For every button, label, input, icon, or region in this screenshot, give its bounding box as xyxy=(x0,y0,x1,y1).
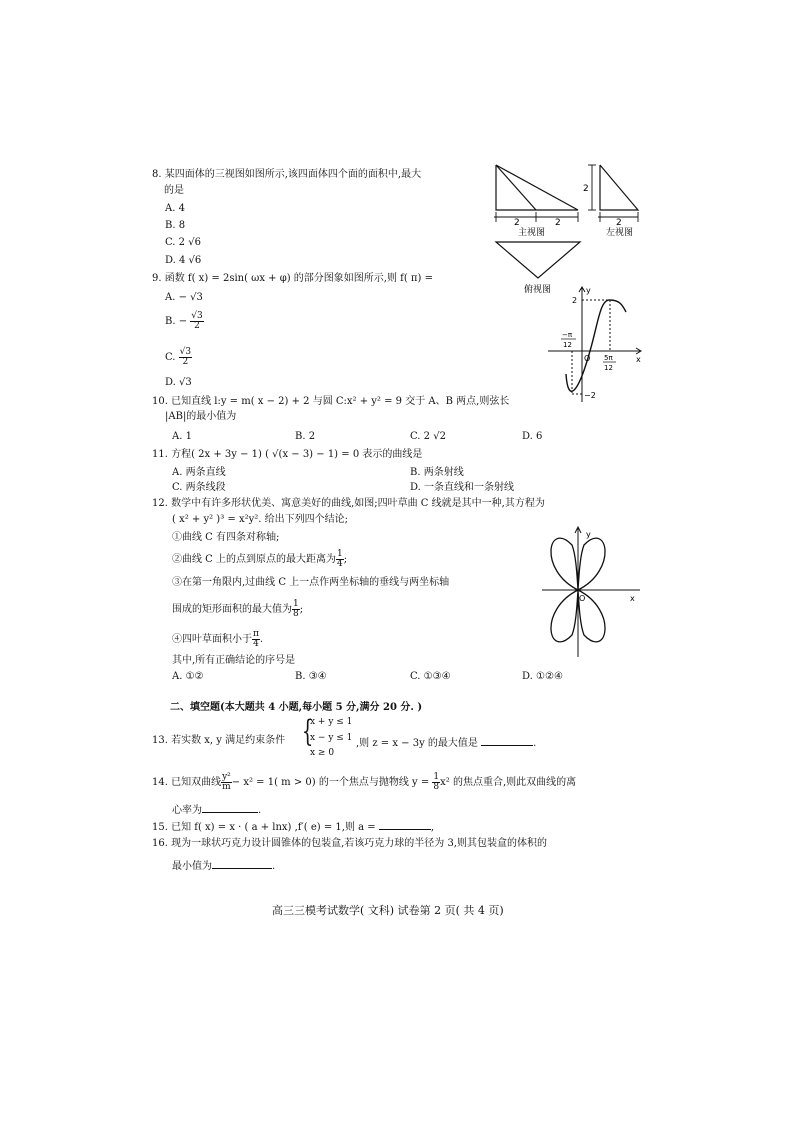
q12-c4-denominator: 4 xyxy=(253,639,259,649)
q9-option-b-denominator: 2 xyxy=(194,321,200,331)
q16-line1: 16. 现为一球状巧克力设计圆锥体的包装盒,若该巧克力球的半径为 3,则其包装盒的体积的 xyxy=(152,838,547,849)
q8-option-c: C. 2 √6 xyxy=(165,237,201,248)
q12-option-c: C. ①③④ xyxy=(410,671,451,682)
q9-option-b xyxy=(165,312,204,331)
sine-xneg-num: −π xyxy=(562,331,573,339)
sine-y-label: y xyxy=(586,286,591,295)
q12-c3-text: 围成的矩形面积的最大值为 xyxy=(172,604,292,615)
sine-xpos-num: 5π xyxy=(604,354,613,362)
q12-option-d: D. ①②④ xyxy=(522,671,563,682)
q12-conclusion-1: ①曲线 C 有四条对称轴; xyxy=(172,532,280,543)
q13-suffix-text: ,则 z = x − 3y 的最大值是 xyxy=(356,738,478,749)
q9-option-b-numerator: √3 xyxy=(191,311,203,321)
q9-option-c-denominator: 2 xyxy=(182,357,189,367)
clover-leaf-bottom-left xyxy=(551,590,578,642)
three-view-figure xyxy=(488,160,648,295)
q9-option-b-fraction xyxy=(190,312,203,331)
q8-option-d: D. 4 √6 xyxy=(165,255,202,266)
q9-option-b-prefix: B. − xyxy=(165,316,188,327)
q14-hyperbola-fraction xyxy=(221,773,232,792)
q14-line2 xyxy=(172,802,261,817)
sine-xneg-den: 12 xyxy=(563,341,572,349)
q12-question: 其中,所有正确结论的序号是 xyxy=(172,655,296,666)
q14-f-denominator: m xyxy=(222,782,231,792)
q14-line2-text: 心率为 xyxy=(172,805,202,816)
q12-option-a: A. ①② xyxy=(172,671,204,682)
clover-y-label: y xyxy=(586,530,591,539)
q12-c4-fraction xyxy=(252,630,260,649)
q14-g-denominator: 8 xyxy=(433,782,440,792)
q12-c4-text: ④四叶草面积小于 xyxy=(172,634,252,645)
q12-option-b: B. ③④ xyxy=(295,671,327,682)
clover-origin-label: O xyxy=(579,594,586,603)
q12-c2-text: ②曲线 C 上的点到原点的最大距离为 xyxy=(172,554,337,565)
four-leaf-clover-figure xyxy=(540,525,645,660)
q14-suffix: x² 的焦点重合,则此双曲线的离 xyxy=(440,777,577,788)
clover-leaf-top-left xyxy=(551,538,578,590)
left-view-dim-height: 2 xyxy=(583,184,589,194)
q15-end: , xyxy=(430,822,435,833)
q16-line2-text: 最小值为 xyxy=(172,861,212,872)
main-view-drawing xyxy=(496,165,578,210)
left-view-dim-width: 2 xyxy=(616,218,622,228)
q12-conclusion-2 xyxy=(172,550,347,569)
q12-c3-numerator: 1 xyxy=(293,599,299,609)
clover-x-label: x xyxy=(630,594,635,603)
main-view-dim-left: 2 xyxy=(514,218,520,228)
q12-conclusion-3-line1: ③在第一角限内,过曲线 C 上一点作两坐标轴的垂线与两坐标轴 xyxy=(172,577,450,588)
q12-c2-denominator: 4 xyxy=(337,559,343,569)
q14-answer-blank[interactable] xyxy=(202,802,258,813)
q16-end: . xyxy=(272,861,276,872)
q9-option-c-prefix: C. xyxy=(165,352,176,363)
q8-line2: 的是 xyxy=(164,185,184,196)
q9-line1: 9. 函数 f( x) = 2sin( ωx + φ) 的部分图象如图所示,则 f( π) = xyxy=(152,273,433,284)
q13-constraint-2: x − y ≤ 1 xyxy=(310,733,353,743)
q12-c4-end: . xyxy=(259,634,264,645)
left-view-label: 左视图 xyxy=(606,228,634,238)
top-view-label: 俯视图 xyxy=(524,285,552,295)
q16-line2 xyxy=(172,858,275,873)
q9-option-c-numerator: √3 xyxy=(179,347,192,357)
q13-constraint-3: x ≥ 0 xyxy=(310,748,335,758)
section-2-heading: 二、填空题(本大题共 4 小题,每小题 5 分,满分 20 分. ) xyxy=(170,702,423,713)
sine-ymin-label: −2 xyxy=(584,391,596,400)
q8-line1: 8. 某四面体的三视图如图所示,该四面体四个面的面积中,最大 xyxy=(152,169,422,180)
q12-c2-fraction xyxy=(336,550,344,569)
q11-line1: 11. 方程( 2x + 3y − 1) ( √(x − 3) − 1) = 0 表示的曲线是 xyxy=(152,449,423,460)
q11-option-b: B. 两条射线 xyxy=(410,467,464,478)
sine-xpos-den: 12 xyxy=(604,364,613,372)
q12-c3-end: ; xyxy=(299,604,304,615)
q13-suffix xyxy=(356,735,536,750)
q15-line xyxy=(152,819,434,834)
q10-option-b: B. 2 xyxy=(295,431,316,442)
q12-c4-numerator: π xyxy=(253,629,259,639)
q14-prefix: 14. 已知双曲线 xyxy=(152,777,222,788)
q13-constraint-1: x + y ≤ 1 xyxy=(310,717,353,727)
sine-ymax-label: 2 xyxy=(572,296,578,305)
main-view-dimension xyxy=(494,212,578,222)
q11-option-c: C. 两条线段 xyxy=(172,482,226,493)
top-view-drawing xyxy=(496,242,580,278)
q12-c2-numerator: 1 xyxy=(337,549,343,559)
q14-middle: − x² = 1( m > 0) 的一个焦点与抛物线 y = xyxy=(231,777,430,788)
q9-option-c xyxy=(165,348,192,367)
q14-g-numerator: 1 xyxy=(433,772,440,782)
q13-end: . xyxy=(533,738,537,749)
page-footer: 高三三模考试数学( 文科) 试卷第 2 页( 共 4 页) xyxy=(272,904,504,917)
q14-parabola-fraction xyxy=(432,773,440,792)
q10-line2: |AB|的最小值为 xyxy=(165,411,237,422)
q11-option-a: A. 两条直线 xyxy=(172,467,226,478)
sine-graph-figure xyxy=(548,284,648,406)
q15-text: 15. 已知 f( x) = x · ( a + lnx) ,f′( e) = 1,则 a = xyxy=(152,822,376,833)
left-view-dimension xyxy=(588,165,638,222)
q12-c3-fraction xyxy=(292,600,300,619)
left-view-drawing xyxy=(600,165,638,210)
q10-option-c: C. 2 √2 xyxy=(410,431,446,442)
q12-c3-denominator: 8 xyxy=(293,609,299,619)
q12-conclusion-3-line2 xyxy=(172,600,303,619)
q16-answer-blank[interactable] xyxy=(212,858,272,869)
q9-option-c-fraction xyxy=(179,348,192,367)
sine-x-label: x xyxy=(636,355,641,364)
q8-option-b: B. 8 xyxy=(165,220,186,231)
q13-brace: { xyxy=(301,714,314,749)
q12-line2: ( x² + y² )³ = x²y². 给出下列四个结论; xyxy=(172,514,348,525)
q14-f-numerator: y² xyxy=(222,772,231,782)
q12-conclusion-4 xyxy=(172,630,263,649)
q9-option-a: A. − √3 xyxy=(165,292,203,303)
main-view-label: 主视图 xyxy=(518,228,546,238)
q12-c2-end: ; xyxy=(343,554,348,565)
q10-option-a: A. 1 xyxy=(172,431,192,442)
q10-option-d: D. 6 xyxy=(522,431,543,442)
q15-answer-blank[interactable] xyxy=(379,819,431,830)
q13-answer-blank[interactable] xyxy=(481,735,533,746)
q9-option-d: D. √3 xyxy=(165,377,192,388)
q11-option-d: D. 一条直线和一条射线 xyxy=(410,482,515,493)
main-view-dim-right: 2 xyxy=(555,218,561,228)
clover-leaf-top-right xyxy=(578,538,605,590)
q14-end: . xyxy=(258,805,262,816)
q12-line1: 12. 数学中有许多形状优美、寓意美好的曲线,如图;四叶草曲 C 线就是其中一种,其方程为 xyxy=(152,498,545,509)
q14-line1 xyxy=(152,773,576,792)
sine-origin-label: O xyxy=(584,354,591,363)
sine-curve xyxy=(566,300,626,391)
q8-option-a: A. 4 xyxy=(165,203,185,214)
q13-prefix: 13. 若实数 x, y 满足约束条件 xyxy=(152,735,286,746)
q10-line1: 10. 已知直线 l:y = m( x − 2) + 2 与圆 C:x² + y² = 9 交于 A、B 两点,则弦长 xyxy=(152,396,510,407)
